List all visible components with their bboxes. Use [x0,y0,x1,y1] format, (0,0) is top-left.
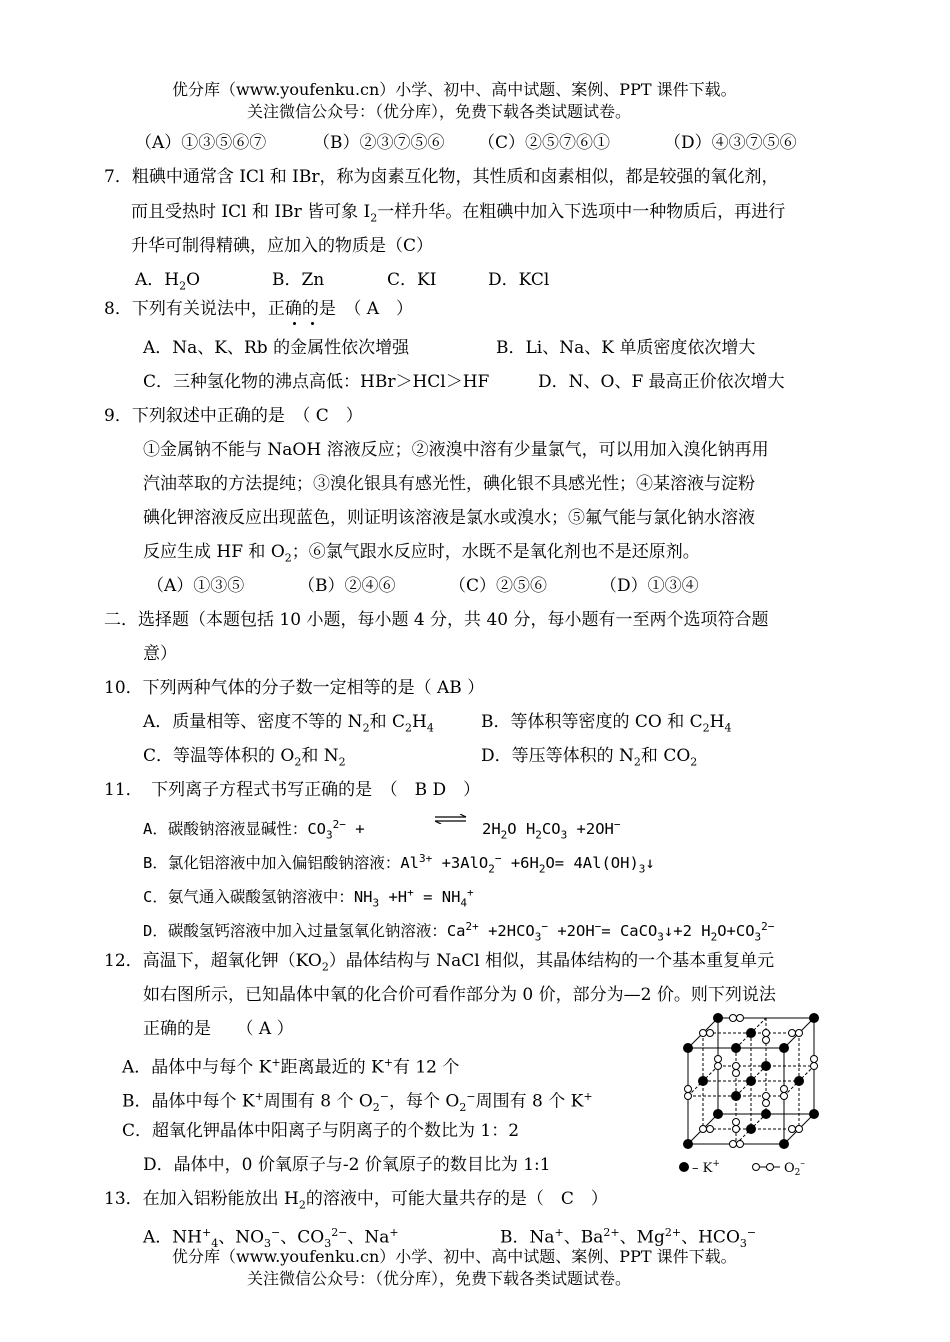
legend-k-label: – K+ [692,1159,720,1175]
q10-option-b: B．等体积等密度的 CO 和 $C_2H_4$ [481,712,732,735]
emphasis-dot [311,322,314,325]
q13-option-b: B．Na+、$Ba^{2+}$、$Mg^{2+}$、$HCO_3^-$ [500,1226,757,1251]
q7-option-d: D．KCl [488,270,550,290]
q12-line-1: 12．高温下，超氧化钾$(KO_2)$晶体结构与 NaCl 相似，其晶体结构的一个基本重复单元 [104,951,775,974]
q6-option-b: （B）②③⑦⑤⑥ [313,133,445,153]
o2-ion-legend-icon [753,1164,781,1171]
q10-option-c: C．等温等体积的 $O_2$和 $N_2$ [143,746,346,769]
q9-line-2: 汽油萃取的方法提纯；③溴化银具有感光性，碘化银不具感光性；④某溶液与淀粉 [143,474,755,494]
q11-option-b: B．氯化铝溶液中加入偏铝酸钠溶液：$Al^{3+} +3AlO_2^- +6H_2O=$ $4Al(OH)_3↓$ [143,852,655,876]
q8-stem: 8．下列有关说法中，正确的是 （ A ） [104,299,413,319]
q6-option-a: （A）①③⑤⑥⑦ [135,133,267,153]
footer-line-2: 关注微信公众号：（优分库），免费下载各类试题试卷。 [247,1269,632,1288]
q6-option-d: （D）④③⑦⑤⑥ [664,133,797,153]
q13-stem: 13．在加入铝粉能放出 $H_2$的溶液中，可能大量共存的是（ C ） [104,1189,608,1212]
legend-o2-label: $O_2^-$ [784,1159,805,1175]
q12-option-b: B．晶体中每个 K+周围有 8 个 $O_2^-$，每个 $O_2^-$周围有 8 个 K+ [122,1090,593,1115]
footer-line-1: 优分库（www.youfenku.cn）小学、初中、高中试题、案例、PPT 课件下载。 [172,1247,737,1266]
q10-stem: 10．下列两种气体的分子数一定相等的是（ AB ） [104,678,485,698]
q12-line-2: 如右图所示，已知晶体中氧的化合价可看作部分为 0 价，部分为—2 价。则下列说法 [143,985,776,1005]
q12-option-a: A．晶体中与每个 K+距离最近的 K+有 12 个 [122,1056,460,1078]
q13-option-a: A．$NH^+_4$、$NO_3^-$、$CO_3^{2-}$、Na+ [143,1226,399,1251]
q6-option-c: （C）②⑤⑦⑥① [478,133,611,153]
q7-option-a: A．$H_2O$ [135,270,201,293]
section-2-heading: 二．选择题（本题包括 10 小题，每小题 4 分，共 40 分，每小题有一至两个选项符合题 [104,610,769,630]
q12-line-3: 正确的是 （ A ） [143,1019,294,1039]
q9-option-d: （D）①③④ [600,576,699,596]
q9-stem: 9．下列叙述中正确的是 （ C ） [104,406,363,426]
q8-option-c: C．三种氢化物的沸点高低：HBr＞HCl＞HF [143,372,490,392]
q11-option-c: C．氨气通入碳酸氢钠溶液中：$NH_3 +H^+ = NH_4^+$ [143,886,474,910]
q11-option-d: D．碳酸氢钙溶液中加入过量氢氧化钠溶液：$Ca^{2+} +2HCO_3^- +2OH^-=$ CaCO$_3$↓+2 $H_2O+CO_3^{2-}$ [143,920,775,944]
q11-stem: 11． 下列离子方程式书写正确的是 （ B D ） [104,780,481,800]
q7-option-b: B．Zn [272,270,325,290]
q7-line-1: 7．粗碘中通常含 ICl 和 IBr，称为卤素互化物，其性质和卤素相似，都是较强的氧化剂， [104,167,779,187]
section-2-heading-cont: 意） [143,644,177,664]
q9-line-1: ①金属钠不能与 NaOH 溶液反应；②液溴中溶有少量氯气，可以用加入溴化钠再用 [143,440,769,460]
q9-option-c: （C）②⑤⑥ [449,576,548,596]
k-ion-legend-icon [679,1162,689,1172]
q12-option-d: D．晶体中，0 价氧原子与-2 价氧原子的数目比为 1:1 [143,1155,551,1175]
q8-option-b: B．Li、Na、K 单质密度依次增大 [496,338,756,358]
q10-option-a: A．质量相等、密度不等的 $N_2$和 $C_2H_4$ [143,712,434,735]
q9-line-4: 反应生成 HF 和 $O_2$；⑥氯气跟水反应时，水既不是氧化剂也不是还原剂。 [143,542,700,565]
q7-option-c: C．KI [387,270,437,290]
q12-option-c: C．超氧化钾晶体中阳离子与阴离子的个数比为 1：2 [122,1121,520,1141]
q7-line-2: 而且受热时 ICl 和 IBr 皆可象 $I_2$一样升华。在粗碘中加入下选项中一种物质后，再进行 [131,202,786,225]
q9-option-b: （B）②④⑥ [298,576,396,596]
q9-line-3: 碘化钾溶液反应出现蓝色，则证明该溶液是氯水或溴水；⑤氟气能与氯化钠水溶液 [143,508,755,528]
q8-option-d: D．N、O、F 最高正价依次增大 [538,372,785,392]
q8-option-a: A．Na、K、Rb 的金属性依次增强 [143,338,410,358]
q11-option-a-products: $2H_2O$ $H_2CO_3 +2OH^-$ [482,818,621,842]
q7-line-3: 升华可制得精碘，应加入的物质是（C） [131,236,434,256]
emphasis-dot [293,322,296,325]
q10-option-d: D．等压等体积的 $N_2$和 $CO_2$ [481,746,698,769]
reversible-arrow-icon [434,814,468,824]
ko2-crystal-structure-diagram [670,1010,830,1175]
q9-option-a: （A）①③⑤ [147,576,245,596]
q11-option-a: A．碳酸钠溶液显碱性：$CO_3^{2-}$ + [143,818,365,842]
header-line-1: 优分库（www.youfenku.cn）小学、初中、高中试题、案例、PPT 课件下载。 [172,80,737,99]
header-line-2: 关注微信公众号：（优分库），免费下载各类试题试卷。 [247,102,632,121]
